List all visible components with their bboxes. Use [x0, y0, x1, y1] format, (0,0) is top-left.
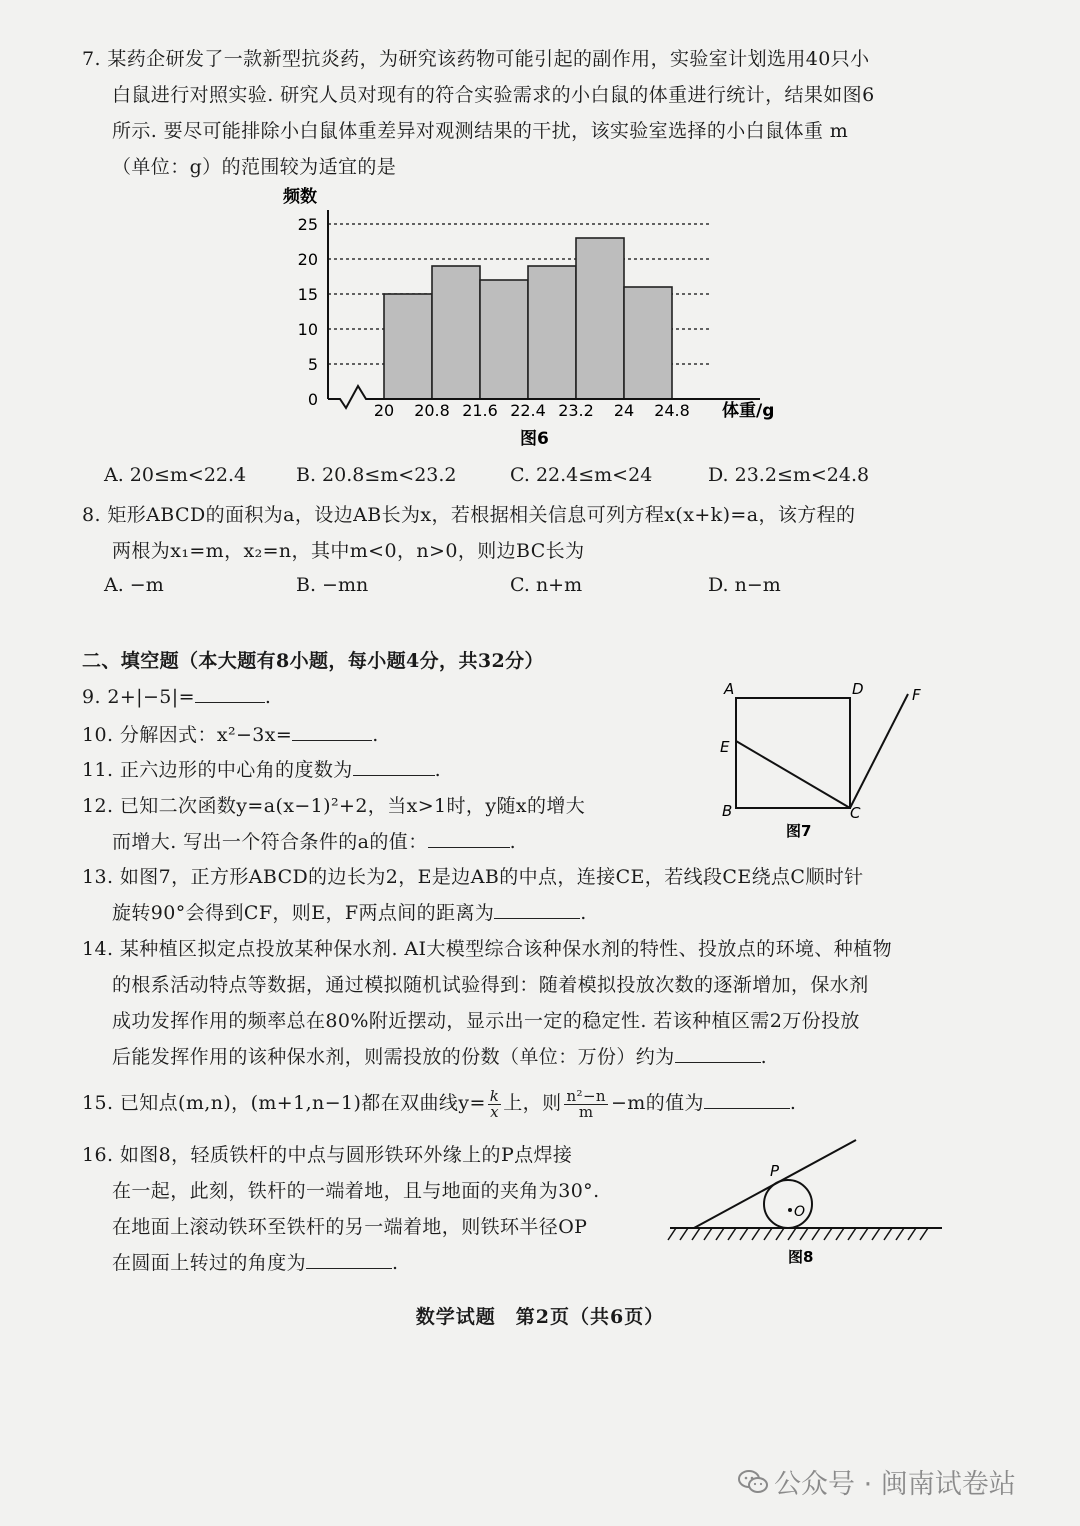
label-d: D: [852, 680, 864, 698]
segment-ce: [736, 741, 850, 808]
histogram-bar: [480, 280, 528, 399]
label-p: P: [770, 1162, 780, 1180]
hatch-mark: [908, 1228, 916, 1240]
q13-line-1: 13. 如图7，正方形ABCD的边长为2，E是边AB的中点，连接CE，若线段CE绕点C顺时针: [82, 866, 864, 888]
x-axis-label: 体重/g: [722, 401, 775, 421]
q16-line-3: 在地面上滚动铁环至铁杆的另一端着地，则铁环半径OP: [112, 1216, 588, 1238]
q16-line-2: 在一起，此刻，铁杆的一端着地，且与地面的夹角为30°.: [112, 1180, 600, 1202]
hatch-mark: [728, 1228, 736, 1240]
figure-7: [712, 676, 932, 841]
q10: 10. 分解因式：x²−3x= .: [82, 724, 379, 746]
hatch-mark: [836, 1228, 844, 1240]
hatch-mark: [812, 1228, 820, 1240]
fraction-k-over-x: $\frac{k}{x}$: [489, 1086, 500, 1121]
q8-option-a: A. −m: [104, 574, 164, 596]
label-b: B: [722, 802, 733, 820]
q7-line-4: （单位：g）的范围较为适宜的是: [112, 156, 397, 178]
q7-option-a: A. 20≤m<22.4: [104, 464, 247, 486]
figure-6-caption: 图6: [520, 429, 549, 449]
q7-option-d: D. 23.2≤m<24.8: [708, 464, 870, 486]
q7-line-3: 所示. 要尽可能排除小白鼠体重差异对观测结果的干扰，该实验室选择的小白鼠体重 m: [112, 120, 849, 142]
q14-line-3: 成功发挥作用的频率总在80%附近摆动，显示出一定的稳定性. 若该种植区需2万份投放: [112, 1010, 860, 1032]
histogram-bar: [576, 238, 624, 399]
x-tick-label: 24.8: [654, 401, 690, 420]
q8-option-d: D. n−m: [708, 574, 781, 596]
square-abcd: [736, 698, 850, 808]
hatch-mark: [788, 1228, 796, 1240]
y-tick-label: 5: [307, 355, 318, 374]
hatch-mark: [920, 1228, 928, 1240]
hatch-mark: [776, 1228, 784, 1240]
q14-line-1: 14. 某种植区拟定点投放某种保水剂. AI大模型综合该种保水剂的特性、投放点的环境、种植物: [82, 938, 892, 960]
hatch-mark: [860, 1228, 868, 1240]
x-tick-label: 22.4: [510, 401, 546, 420]
hatch-mark: [740, 1228, 748, 1240]
q7-option-b: B. 20.8≤m<23.2: [296, 464, 457, 486]
x-tick-label: 20: [373, 401, 395, 420]
histogram-bar: [624, 287, 672, 399]
hatch-mark: [800, 1228, 808, 1240]
label-f: F: [912, 686, 921, 704]
segment-cf: [850, 694, 908, 808]
hatch-mark: [680, 1228, 688, 1240]
y-axis-label: 频数: [283, 187, 317, 207]
q7-option-c: C. 22.4≤m<24: [510, 464, 653, 486]
center-o: [788, 1208, 792, 1212]
histogram-bar: [384, 294, 432, 399]
hatch-mark: [692, 1228, 700, 1240]
hatch-mark: [764, 1228, 772, 1240]
page-footer: 数学试题 第2页（共6页）: [415, 1306, 665, 1328]
wechat-icon: [738, 1469, 768, 1502]
histogram-bar: [432, 266, 480, 399]
x-tick-label: 21.6: [462, 401, 498, 420]
y-tick-label: 0: [307, 390, 318, 409]
label-e: E: [720, 738, 730, 756]
x-tick-label: 23.2: [558, 401, 594, 420]
y-tick-label: 20: [297, 250, 318, 269]
hatch-mark: [896, 1228, 904, 1240]
fraction-n2n-over-m: $\frac{\text{n²−n}}{m}$: [566, 1086, 606, 1121]
hatch-mark: [884, 1228, 892, 1240]
figure-8: [666, 1130, 956, 1270]
q7-line-2: 白鼠进行对照实验. 研究人员对现有的符合实验需求的小白鼠的体重进行统计，结果如图6: [112, 84, 875, 106]
figure-7-caption: 图7: [786, 822, 812, 840]
figure-8-caption: 图8: [788, 1248, 814, 1266]
q13-line-2: 旋转90°会得到CF，则E，F两点间的距离为 .: [112, 902, 587, 924]
q7-line-1: 7. 某药企研发了一款新型抗炎药，为研究该药物可能引起的副作用，实验室计划选用40只小: [82, 48, 870, 70]
q9: 9. 2+|−5|= .: [82, 686, 272, 708]
q16-line-4: 在圆面上转过的角度为 .: [112, 1252, 399, 1274]
x-tick-label: 24: [613, 401, 635, 420]
q8-line-2: 两根为x₁=m，x₂=n，其中m<0，n>0，则边BC长为: [112, 540, 585, 562]
y-tick-label: 15: [297, 285, 318, 304]
label-c: C: [850, 804, 861, 822]
hatch-mark: [704, 1228, 712, 1240]
q8-option-b: B. −mn: [296, 574, 369, 596]
q12-line-1: 12. 已知二次函数y=a(x−1)²+2，当x>1时，y随x的增大: [82, 795, 586, 817]
hatch-mark: [824, 1228, 832, 1240]
q15: 15. 已知点(m,n)，(m+1,n−1)都在双曲线y= $\frac{k}{x}$ 上，则 $\frac{\text{n²−n}}{m}$ −m的值为 .: [82, 1086, 797, 1121]
hatch-mark: [872, 1228, 880, 1240]
q14-line-4: 后能发挥作用的该种保水剂，则需投放的份数（单位：万份）约为 .: [112, 1046, 768, 1068]
hatch-mark: [668, 1228, 676, 1240]
hatch-mark: [848, 1228, 856, 1240]
q16-line-1: 16. 如图8，轻质铁杆的中点与圆形铁环外缘上的P点焊接: [82, 1144, 573, 1166]
label-o: O: [794, 1204, 806, 1220]
figure-6-histogram: [0, 180, 1080, 450]
q11: 11. 正六边形的中心角的度数为 .: [82, 759, 442, 781]
q8-line-1: 8. 矩形ABCD的面积为a，设边AB长为x，若根据相关信息可列方程x(x+k)=a，该方程的: [82, 504, 856, 526]
hatch-mark: [752, 1228, 760, 1240]
x-tick-label: 20.8: [414, 401, 450, 420]
histogram-bar: [528, 266, 576, 399]
q8-option-c: C. n+m: [510, 574, 583, 596]
y-tick-label: 10: [297, 320, 318, 339]
watermark: [738, 1462, 1016, 1502]
hatch-mark: [716, 1228, 724, 1240]
ground-hatching: [668, 1228, 928, 1240]
label-a: A: [724, 680, 735, 698]
y-tick-label: 25: [297, 215, 318, 234]
q14-line-2: 的根系活动特点等数据，通过模拟随机试验得到：随着模拟投放次数的逐渐增加，保水剂: [112, 974, 869, 996]
watermark-text: 公众号 · 闽南试卷站: [774, 1469, 1016, 1500]
section-2-title: 二、填空题（本大题有8小题，每小题4分，共32分）: [82, 650, 544, 672]
q12-line-2: 而增大. 写出一个符合条件的a的值： .: [112, 831, 517, 853]
